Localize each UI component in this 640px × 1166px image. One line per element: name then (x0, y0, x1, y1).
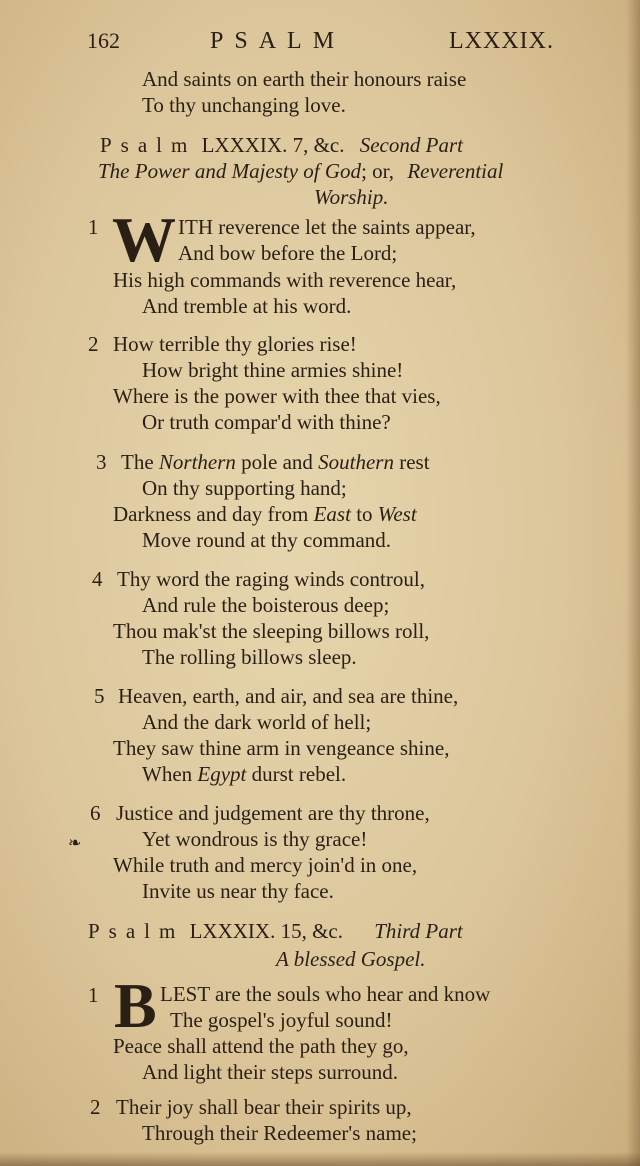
part3-subtitle: A blessed Gospel. (276, 947, 426, 971)
verse-line: His high commands with reverence hear, (113, 268, 457, 292)
verse-line: Invite us near thy face. (142, 879, 334, 903)
italic-run: West (377, 502, 417, 526)
part2-subtitle (98, 158, 503, 184)
running-title: PSALM (210, 28, 346, 54)
verse-line: ITH reverence let the saints appear, (178, 215, 476, 239)
verse-number: 2 (90, 1095, 101, 1119)
verse-line: How terrible thy glories rise! (113, 332, 357, 356)
part3-heading (88, 918, 463, 944)
verse-line: The rolling billows sleep. (142, 645, 357, 669)
part2-heading (100, 132, 463, 158)
verse-line (121, 449, 430, 475)
intro-line-2: To thy unchanging love. (142, 93, 346, 117)
running-roman: LXXXIX. (449, 28, 554, 54)
verse-line: Thou mak'st the sleeping billows roll, (113, 619, 430, 643)
verse-line: And light their steps surround. (142, 1060, 399, 1084)
drop-cap: B (114, 970, 157, 1041)
drop-cap: W (112, 204, 176, 275)
italic-run: Egypt (197, 762, 247, 786)
verse-line: Or truth compar'd with thine? (142, 410, 391, 434)
verse-line: And tremble at his word. (142, 294, 352, 318)
part2-subtitle-sep: ; or, (361, 159, 395, 183)
verse-number: 3 (96, 450, 107, 474)
part3-heading-ref: LXXXIX. 15, &c. (189, 919, 343, 943)
page-edge-shadow (0, 1152, 640, 1166)
text-run: to (350, 502, 378, 526)
part2-heading-psalm: Psalm (100, 133, 197, 157)
verse-line: The gospel's joyful sound! (170, 1008, 393, 1032)
verse-line: On thy supporting hand; (142, 476, 347, 500)
verse-line: Thy word the raging winds controul, (117, 567, 425, 591)
verse-line: Justice and judgement are thy throne, (116, 801, 430, 825)
verse-line (113, 501, 417, 527)
verse-number: 2 (88, 332, 99, 356)
verse-number: 1 (88, 983, 99, 1007)
verse-line: They saw thine arm in vengeance shine, (113, 736, 450, 760)
verse-line: Yet wondrous is thy grace! (142, 827, 368, 851)
italic-run: Southern (318, 450, 394, 474)
part2-subtitle-a: The Power and Majesty of God (98, 159, 362, 183)
text-run: pole and (235, 450, 319, 474)
verse-line: While truth and mercy join'd in one, (113, 853, 418, 877)
verse-line (142, 761, 346, 787)
text-run: Darkness and day from (113, 502, 314, 526)
verse-line: Their joy shall bear their spirits up, (116, 1095, 412, 1119)
printer-mark-icon: ❧ (68, 833, 82, 852)
text-run: The (121, 450, 159, 474)
text-run: durst rebel. (246, 762, 347, 786)
verse-line: And bow before the Lord; (178, 241, 398, 265)
italic-run: Northern (158, 450, 236, 474)
part2-heading-ref: LXXXIX. 7, &c. (201, 133, 345, 157)
verse-line: LEST are the souls who hear and know (160, 982, 491, 1006)
verse-line: Through their Redeemer's name; (142, 1121, 417, 1145)
verse-number: 5 (94, 684, 105, 708)
part3-heading-psalm: Psalm (88, 919, 185, 943)
part2-subtitle-b: Reverential (407, 159, 504, 183)
verse-line: How bright thine armies shine! (142, 358, 404, 382)
verse-number: 4 (92, 567, 103, 591)
part2-heading-part: Second Part (359, 133, 463, 157)
verse-number: 1 (88, 215, 99, 239)
intro-line-1: And saints on earth their honours raise (142, 67, 467, 91)
page-edge-shadow (626, 0, 640, 1166)
verse-line: And the dark world of hell; (142, 710, 372, 734)
verse-line: Peace shall attend the path they go, (113, 1034, 409, 1058)
part2-subtitle-c: Worship. (314, 185, 389, 209)
part3-heading-part: Third Part (374, 919, 463, 943)
text-run: rest (393, 450, 430, 474)
verse-line: Heaven, earth, and air, and sea are thine, (118, 684, 459, 708)
verse-line: Where is the power with thee that vies, (113, 384, 441, 408)
text-run: When (142, 762, 198, 786)
verse-line: And rule the boisterous deep; (142, 593, 390, 617)
verse-number: 6 (90, 801, 101, 825)
italic-run: East (313, 502, 351, 526)
page-number: 162 (87, 28, 120, 53)
verse-line: Move round at thy command. (142, 528, 392, 552)
